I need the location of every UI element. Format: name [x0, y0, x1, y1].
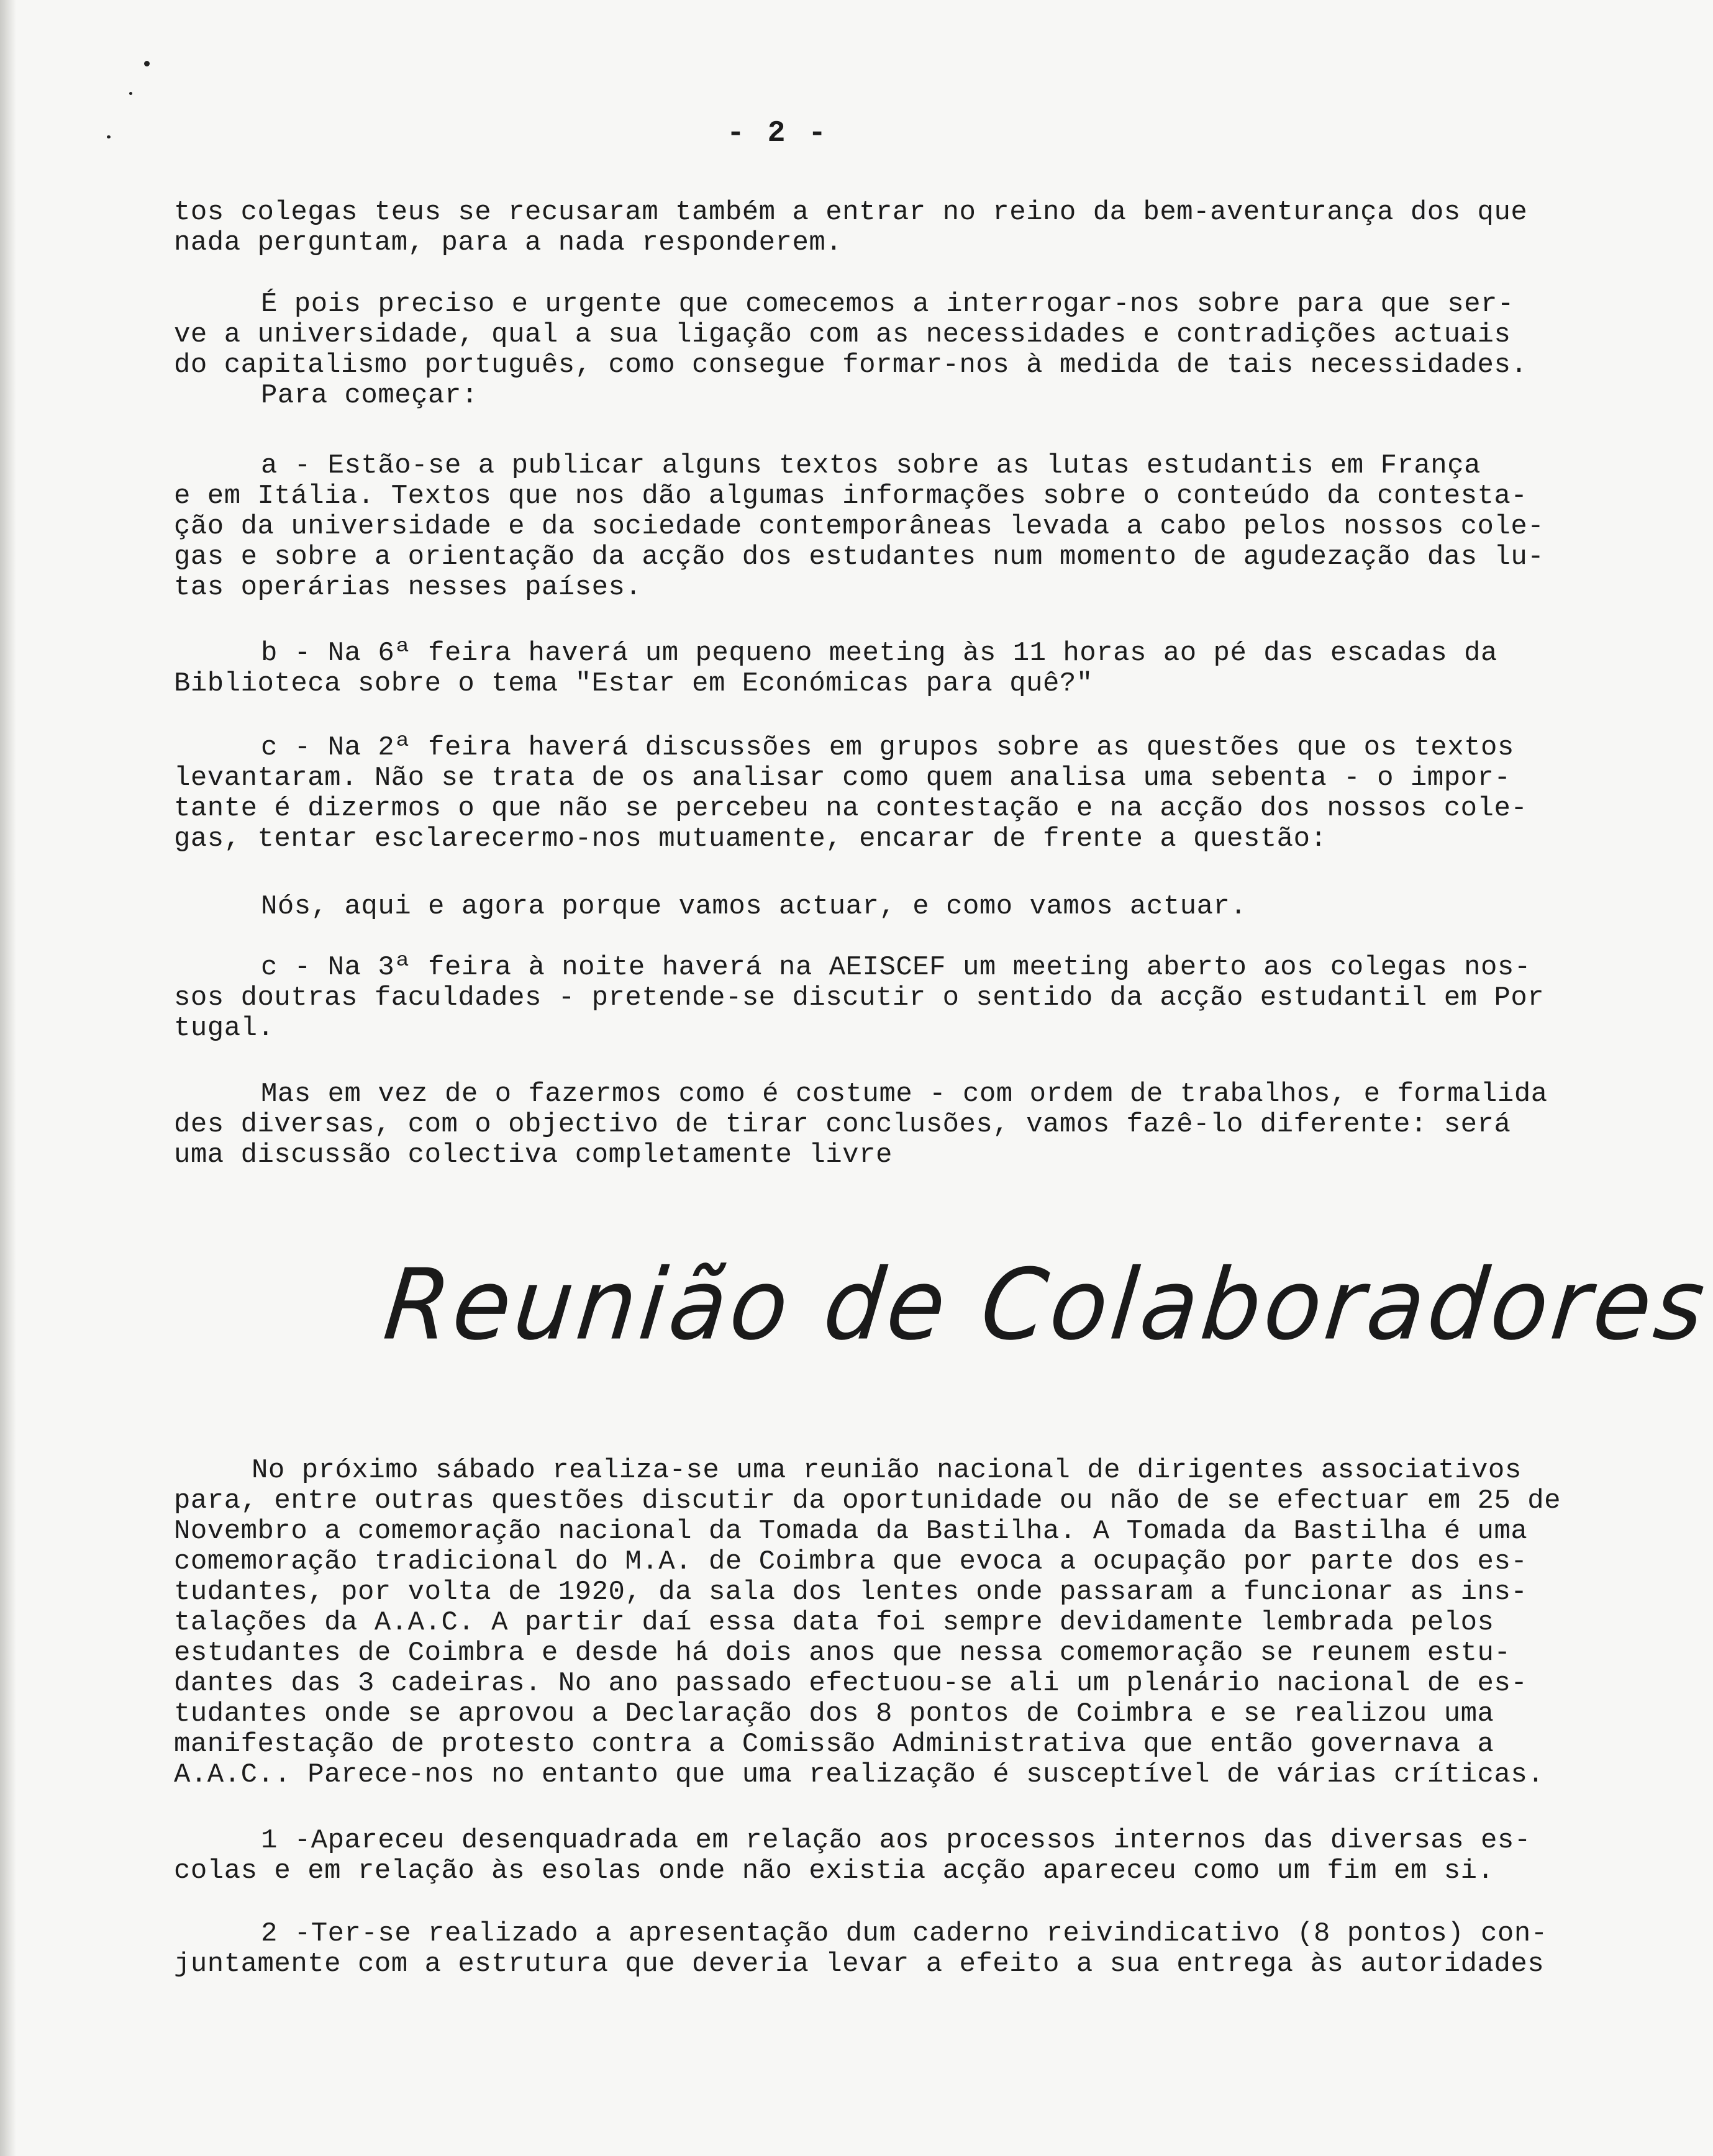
text-line: tante é dizermos o que não se percebeu na contestação e na acção dos nossos cole-	[174, 793, 1528, 824]
paragraph	[174, 732, 1528, 854]
text-line: tos colegas teus se recusaram também a entrar no reino da bem-aventurança dos que	[174, 197, 1528, 228]
ink-speck	[144, 61, 150, 66]
text-line: a - Estão-se a publicar alguns textos sobre as lutas estudantis em França	[261, 450, 1481, 481]
text-line: gas e sobre a orientação da acção dos estudantes num momento de agudezação das lu-	[174, 541, 1545, 573]
text-line: levantaram. Não se trata de os analisar como quem analisa uma sebenta - o impor-	[174, 763, 1511, 794]
text-line: tudantes onde se aprovou a Declaração dos 8 pontos de Coimbra e se realizou uma	[174, 1698, 1494, 1729]
text-line: c - Na 2ª feira haverá discussões em grupos sobre as questões que os textos	[261, 732, 1514, 763]
text-line: ve a universidade, qual a sua ligação com as necessidades e contradições actuais	[174, 319, 1511, 350]
text-line: talações da A.A.C. A partir daí essa data foi sempre devidamente lembrada pelos	[174, 1607, 1494, 1638]
text-line: do capitalismo português, como consegue formar-nos à medida de tais necessidades.	[174, 350, 1528, 381]
text-line: para, entre outras questões discutir da oportunidade ou não de se efectuar em 25 de	[174, 1485, 1561, 1516]
text-line: b - Na 6ª feira haverá um pequeno meeting às 11 horas ao pé das escadas da	[261, 638, 1497, 669]
text-line: tas operárias nesses países.	[174, 572, 642, 603]
text-line: nada perguntam, para a nada responderem.	[174, 227, 843, 258]
text-line: É pois preciso e urgente que comecemos a interrogar-nos sobre para que ser-	[261, 289, 1514, 320]
text-line: No próximo sábado realiza-se uma reunião nacional de dirigentes associativos	[252, 1455, 1522, 1486]
paragraph	[174, 952, 1545, 1044]
text-line: comemoração tradicional do M.A. de Coimbra que evoca a ocupação por parte dos es-	[174, 1546, 1528, 1577]
paragraph	[174, 450, 1545, 603]
text-line: Biblioteca sobre o tema "Estar em Económicas para quê?"	[174, 668, 1093, 699]
text-line: Para começar:	[261, 380, 478, 411]
ink-speck	[129, 92, 132, 95]
text-line: 1 -Apareceu desenquadrada em relação aos processos internos das diversas es-	[261, 1825, 1531, 1856]
paragraph	[174, 892, 1429, 922]
text-line: uma discussão colectiva completamente livre	[174, 1139, 893, 1171]
text-line: Novembro a comemoração nacional da Tomada da Bastilha. A Tomada da Bastilha é uma	[174, 1516, 1528, 1547]
paragraph	[174, 1918, 1548, 1980]
text-line: A.A.C.. Parece-nos no entanto que uma realização é susceptível de várias críticas.	[174, 1759, 1545, 1790]
section-heading: Reunião de Colaboradores	[379, 1248, 1713, 1362]
text-line: Mas em vez de o fazermos como é costume - com ordem de trabalhos, e formalida	[261, 1079, 1548, 1110]
text-line: gas, tentar esclarecermo-nos mutuamente, encarar de frente a questão:	[174, 823, 1327, 854]
paragraph	[174, 1079, 1548, 1171]
text-line: juntamente com a estrutura que deveria levar a efeito a sua entrega às autoridades	[174, 1949, 1545, 1980]
text-line: estudantes de Coimbra e desde há dois anos que nessa comemoração se reunem estu-	[174, 1637, 1511, 1669]
text-line: ção da universidade e da sociedade contemporâneas levada a cabo pelos nossos cole-	[174, 511, 1545, 542]
paragraph	[174, 638, 1497, 699]
text-line: des diversas, com o objectivo de tirar conclusões, vamos fazê-lo diferente: será	[174, 1109, 1511, 1140]
text-line: e em Itália. Textos que nos dão algumas informações sobre o conteúdo da contesta-	[174, 481, 1528, 512]
text-line: Nós, aqui e agora porque vamos actuar, e como vamos actuar.	[261, 891, 1247, 922]
ink-speck	[107, 135, 111, 138]
text-line: sos doutras faculdades - pretende-se discutir o sentido da acção estudantil em Por	[174, 982, 1545, 1013]
paragraph	[174, 197, 1528, 258]
text-line: tudantes, por volta de 1920, da sala dos lentes onde passaram a funcionar as ins-	[174, 1577, 1528, 1608]
text-line: dantes das 3 cadeiras. No ano passado efectuou-se ali um plenário nacional de es-	[174, 1668, 1528, 1699]
paragraph	[174, 289, 1528, 411]
text-line: colas e em relação às esolas onde não existia acção apareceu como um fim em si.	[174, 1855, 1494, 1886]
text-line: 2 -Ter-se realizado a apresentação dum caderno reivindicativo (8 pontos) con-	[261, 1918, 1548, 1949]
paragraph	[174, 1825, 1531, 1886]
text-line: tugal.	[174, 1013, 275, 1044]
text-line: c - Na 3ª feira à noite haverá na AEISCEF um meeting aberto aos colegas nos-	[261, 952, 1531, 983]
paragraph	[174, 1455, 1561, 1790]
text-line: manifestação de protesto contra a Comissão Administrativa que então governava a	[174, 1729, 1494, 1760]
page-edge-shadow	[0, 0, 16, 2156]
page-number: - 2 -	[727, 117, 829, 150]
